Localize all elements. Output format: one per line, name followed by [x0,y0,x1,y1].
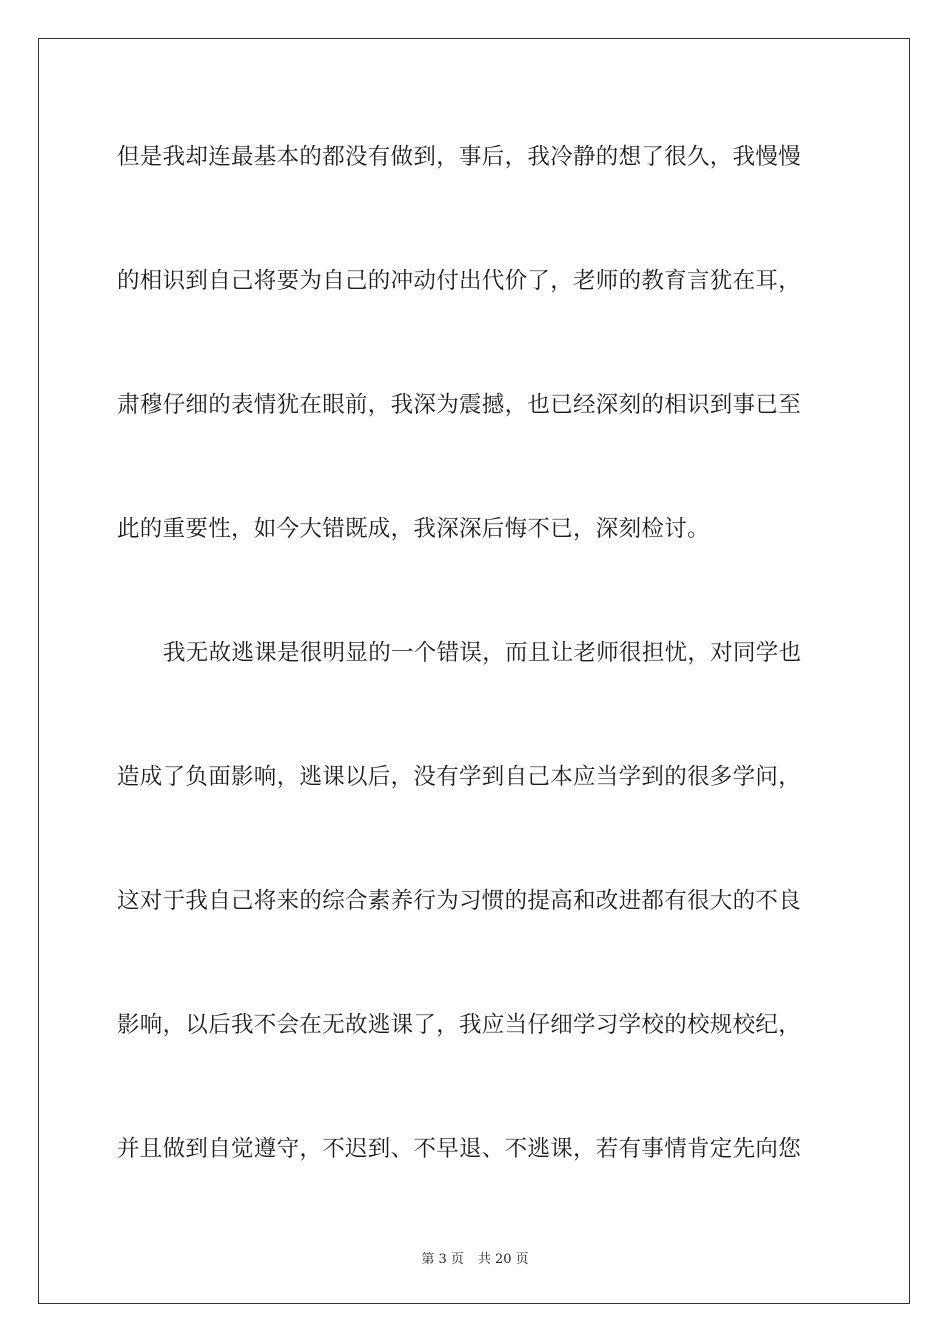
text-line: 但是我却连最基本的都没有做到，事后，我冷静的想了很久，我慢慢 [117,144,802,170]
page-number: 第 3 页 [421,1252,464,1267]
text-line: 的相识到自己将要为自己的冲动付出代价了，老师的教育言犹在耳， [117,268,802,294]
text-line: 这对于我自己将来的综合素养行为习惯的提高和改进都有很大的不良 [117,888,802,914]
text-line: 造成了负面影响，逃课以后，没有学到自己本应当学到的很多学问， [117,764,802,790]
text-line: 肃穆仔细的表情犹在眼前，我深为震撼，也已经深刻的相识到事已至 [117,392,802,418]
document-body [117,126,837,1242]
text-line: 并且做到自觉遵守，不迟到、不早退、不逃课，若有事情肯定先向您 [117,1136,802,1162]
page-total: 共 20 页 [477,1252,529,1267]
paragraph-start-line: 我无故逃课是很明显的一个错误，而且让老师很担忧，对同学也 [163,640,802,666]
text-line: 此的重要性，如今大错既成，我深深后悔不已，深刻检讨。 [117,516,710,542]
text-line: 影响，以后我不会在无故逃课了，我应当仔细学习学校的校规校纪， [117,1012,802,1038]
page-footer [0,1248,950,1267]
